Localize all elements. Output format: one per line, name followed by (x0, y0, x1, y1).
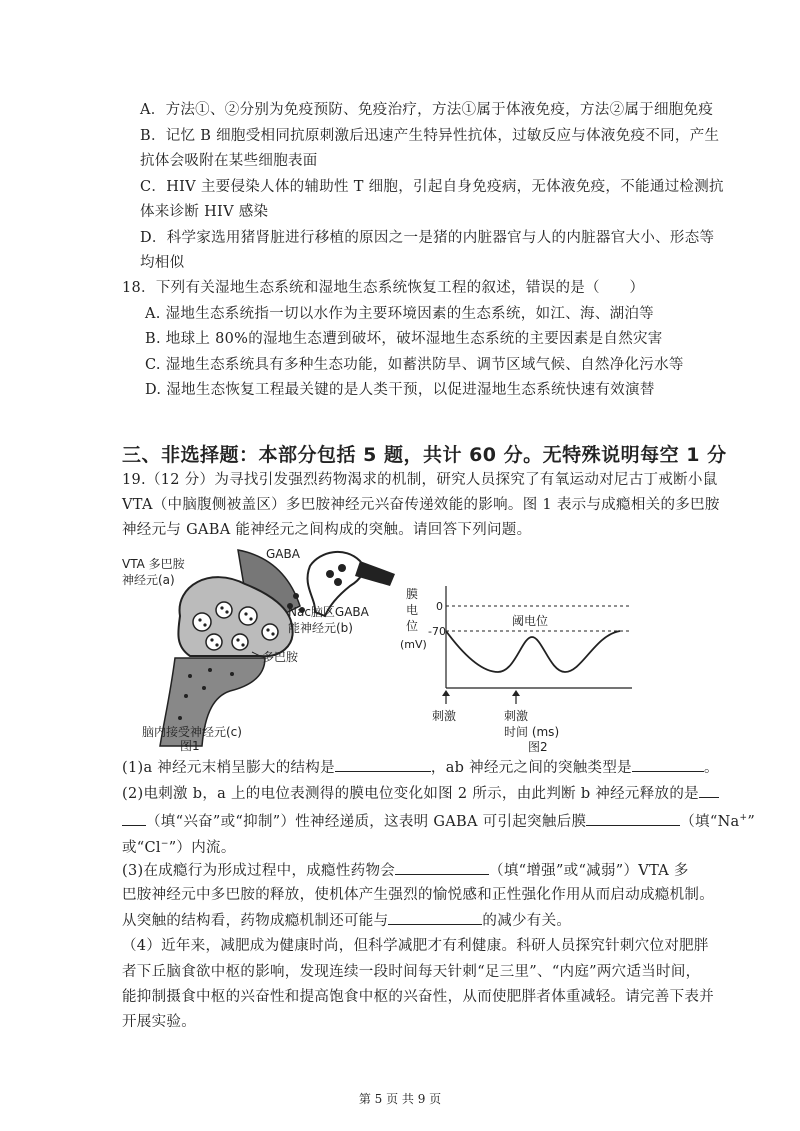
figure2-caption: 图2 (528, 740, 548, 754)
ylabel-unit: (mV) (400, 638, 427, 651)
ylabel-char-2: 电 (406, 603, 419, 617)
tick-0: 0 (436, 600, 443, 613)
answer-blank[interactable] (699, 783, 719, 798)
label-gaba: GABA (266, 547, 300, 561)
q19-part3-line3: 从突触的结构看，药物成瘾机制还可能与 的减少有关。 (122, 910, 571, 931)
q19-intro-line1: 19.（12 分）为寻找引发强烈药物渴求的机制，研究人员探究了有氧运动对尼古丁戒断小鼠 (122, 472, 718, 488)
q18-option-a: A. 湿地生态系统指一切以水作为主要环境因素的生态系统，如江、海、湖泊等 (145, 306, 654, 322)
q18-option-b: B. 地球上 80%的湿地生态遭到破坏，破坏湿地生态系统的主要因素是自然灾害 (145, 331, 663, 347)
figure1-synapse-diagram (120, 546, 410, 756)
q17-option-c-line1: C．HIV 主要侵染人体的辅助性 T 细胞，引起自身免疫病，无体液免疫，不能通过检测抗 (140, 179, 724, 195)
q17-option-d-line1: D．科学家选用猪肾脏进行移植的原因之一是猪的内脏器官与人的内脏器官大小、形态等 (140, 230, 715, 246)
label-dopamine: 多巴胺 (262, 650, 299, 664)
q19-part2-line2: （填“兴奋”或“抑制”）性神经递质，这表明 GABA 可引起突触后膜 （填“Na+” (122, 808, 755, 832)
q17-option-b-line2: 抗体会吸附在某些细胞表面 (140, 153, 318, 169)
page-footer: 第 5 页 共 9 页 (358, 1092, 442, 1106)
answer-blank[interactable] (122, 811, 146, 826)
label-vta-neuron-line1: VTA 多巴胺 (122, 557, 185, 571)
ylabel-char-1: 膜 (406, 587, 419, 601)
q17-option-d-line2: 均相似 (140, 255, 185, 271)
q19-part3-line1: (3)在成瘾行为形成过程中，成瘾性药物会 （填“增强”或“减弱”）VTA 多 (122, 860, 689, 881)
figure1-caption: 图1 (180, 739, 200, 753)
q19-part2-line3: 或“Cl−”）内流。 (122, 839, 236, 856)
label-nac-neuron-line1: Nac脑区GABA (288, 605, 369, 619)
q17-option-a: A．方法①、②分别为免疫预防、免疫治疗，方法①属于体液免疫，方法②属于细胞免疫 (140, 102, 714, 118)
q19-part1: (1)a 神经元末梢呈膨大的结构是 ，ab 神经元之间的突触类型是 。 (122, 757, 719, 778)
ylabel-char-3: 位 (406, 619, 419, 633)
label-vta-neuron-line2: 神经元(a) (122, 573, 175, 587)
section-heading: 三、非选择题：本部分包括 5 题，共计 60 分。无特殊说明每空 1 分 (122, 444, 727, 466)
potential-curve (446, 631, 620, 672)
q17-option-c-line2: 体来诊断 HIV 感染 (140, 204, 269, 220)
figure2-membrane-potential-chart (400, 580, 640, 754)
q19-part4-line1: （4）近年来，减肥成为健康时尚，但科学减肥才有利健康。科研人员探究针刺穴位对肥胖 (122, 938, 709, 954)
answer-blank[interactable] (586, 811, 680, 826)
q17-option-b-line1: B．记忆 B 细胞受相同抗原刺激后迅速产生特异性抗体，过敏反应与体液免疫不同，产生 (140, 128, 720, 144)
q19-intro-line2: VTA（中脑腹侧被盖区）多巴胺神经元兴奋传递效能的影响。图 1 表示与成瘾相关的多巴胺 (122, 497, 720, 513)
stimulus-label-2: 刺激 (504, 709, 529, 723)
tick-minus70: -70 (428, 625, 446, 638)
stimulus-label-1: 刺激 (432, 709, 457, 723)
answer-blank[interactable] (395, 860, 489, 875)
answer-blank[interactable] (335, 757, 431, 772)
q18-option-c: C. 湿地生态系统具有多种生态功能，如蓄洪防旱、调节区域气候、自然净化污水等 (145, 357, 684, 373)
q19-part3-line2: 巴胺神经元中多巴胺的释放，使机体产生强烈的愉悦感和正性强化作用从而启动成瘾机制。 (122, 887, 714, 903)
answer-blank[interactable] (388, 910, 482, 925)
q19-part4-line2: 者下丘脑食欲中枢的影响，发现连续一段时间每天针刺“足三里”、“内庭”两穴适当时间， (122, 964, 701, 980)
answer-blank[interactable] (632, 757, 704, 772)
q18-stem: 18．下列有关湿地生态系统和湿地生态系统恢复工程的叙述，错误的是（ ） (122, 280, 645, 296)
q19-intro-line3: 神经元与 GABA 能神经元之间构成的突触。请回答下列问题。 (122, 522, 532, 538)
x-axis-label: 时间 (ms) (504, 725, 560, 739)
label-receiving-neuron: 脑内接受神经元(c) (142, 725, 242, 739)
q19-part4-line4: 开展实验。 (122, 1014, 196, 1030)
q19-part2-line1: (2)电刺激 b，a 上的电位表测得的膜电位变化如图 2 所示，由此判断 b 神经元释放的是 (122, 783, 719, 804)
label-nac-neuron-line2: 能神经元(b) (288, 621, 353, 635)
q19-part4-line3: 能抑制摄食中枢的兴奋性和提高饱食中枢的兴奋性，从而使肥胖者体重减轻。请完善下表并 (122, 989, 714, 1005)
threshold-label: 阈电位 (512, 614, 549, 628)
q18-option-d: D. 湿地生态恢复工程最关键的是人类干预，以促进湿地生态系统快速有效演替 (145, 382, 655, 398)
